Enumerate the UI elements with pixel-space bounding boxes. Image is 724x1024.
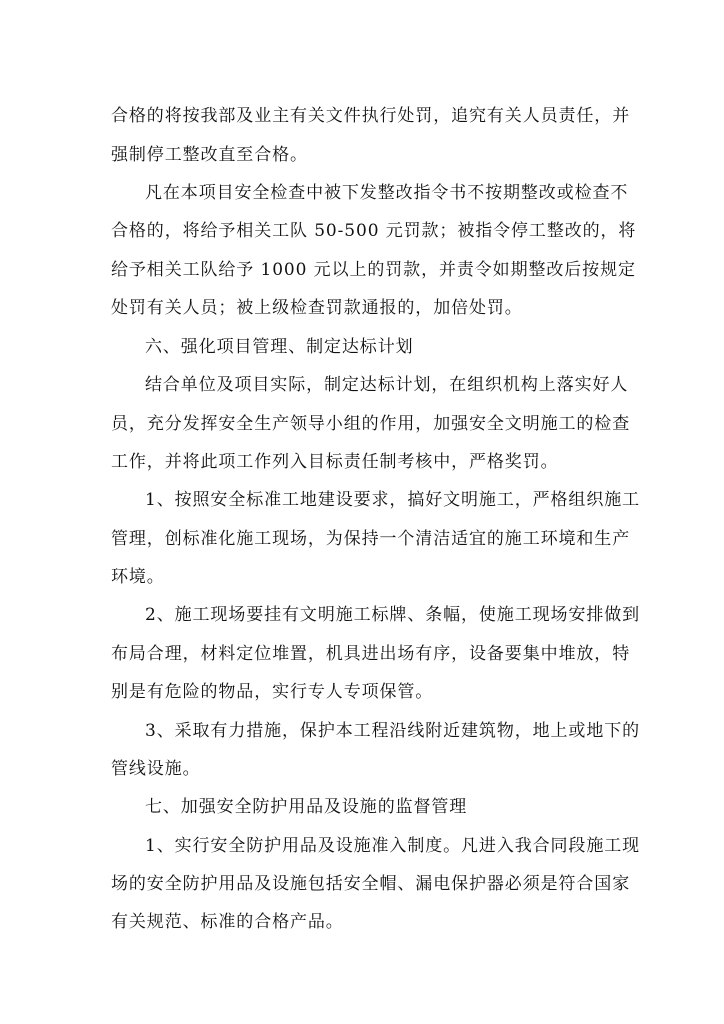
- paragraph-start-line: 结合单位及项目实际，制定达标计划，在组织机构上落实好人: [145, 375, 629, 395]
- text-line: 别是有危险的物品，实行专人专项保管。: [111, 682, 434, 702]
- text-line: 给予相关工队给予 1000 元以上的罚款，并责令如期整改后按规定: [111, 260, 636, 280]
- numbered-item-line: 3、采取有力措施，保护本工程沿线附近建筑物，地上或地下的: [145, 721, 641, 741]
- text-line: 有关规范、标准的合格产品。: [111, 912, 344, 932]
- text-line: 场的安全防护用品及设施包括安全帽、漏电保护器必须是符合国家: [111, 874, 631, 894]
- text-line: 强制停工整改直至合格。: [111, 145, 308, 165]
- text-line: 处罚有关人员；被上级检查罚款通报的，加倍处罚。: [111, 298, 523, 318]
- numbered-item-line: 1、按照安全标准工地建设要求，搞好文明施工，严格组织施工: [145, 490, 641, 510]
- text-line: 合格的，将给予相关工队 50-500 元罚款；被指令停工整改的，将: [111, 221, 637, 241]
- numbered-item-line: 2、施工现场要挂有文明施工标牌、条幅，使施工现场安排做到: [145, 605, 641, 625]
- paragraph-start-line: 凡在本项目安全检查中被下发整改指令书不按期整改或检查不: [145, 183, 629, 203]
- section-heading: 七、加强安全防护用品及设施的监督管理: [145, 797, 468, 817]
- text-line: 布局合理，材料定位堆置，机具进出场有序，设备要集中堆放，特: [111, 644, 631, 664]
- text-line: 工作，并将此项工作列入目标责任制考核中，严格奖罚。: [111, 452, 559, 472]
- text-line: 员，充分发挥安全生产领导小组的作用，加强安全文明施工的检查: [111, 414, 631, 434]
- section-heading: 六、强化项目管理、制定达标计划: [145, 337, 414, 357]
- numbered-item-line: 1、实行安全防护用品及设施准入制度。凡进入我合同段施工现: [145, 836, 641, 856]
- text-line: 管线设施。: [111, 759, 201, 779]
- text-line: 管理，创标准化施工现场，为保持一个清洁适宜的施工环境和生产: [111, 529, 631, 549]
- text-line: 合格的将按我部及业主有关文件执行处罚，追究有关人员责任，并: [111, 106, 631, 126]
- text-line: 环境。: [111, 567, 165, 587]
